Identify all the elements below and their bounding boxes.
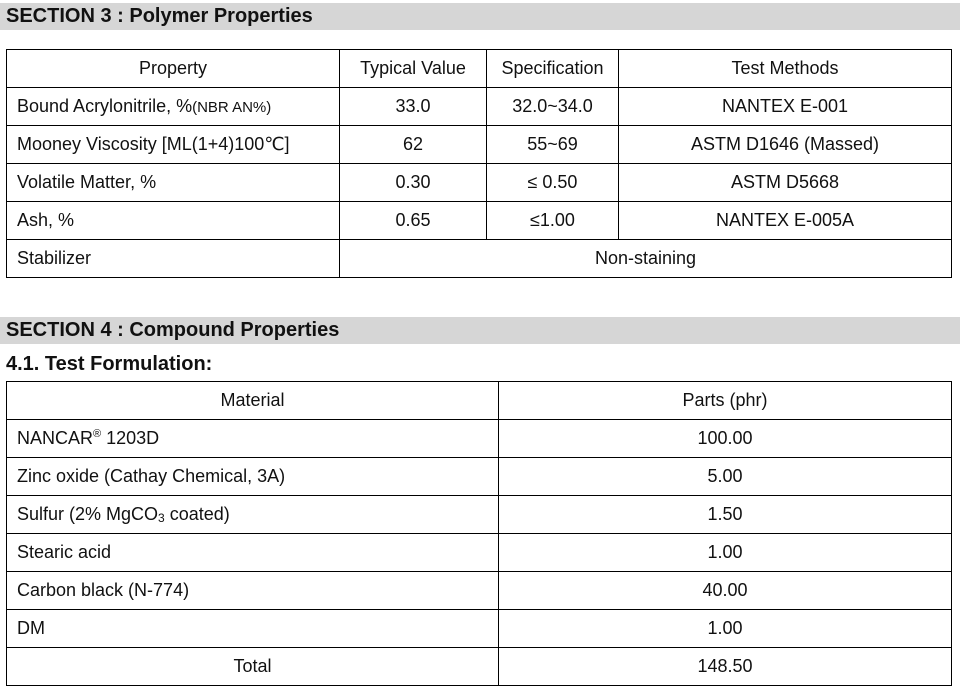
spec-cell: 32.0~34.0 xyxy=(487,88,619,126)
property-cell: Volatile Matter, % xyxy=(7,164,340,202)
spec-cell: ≤ 0.50 xyxy=(487,164,619,202)
material-cell: Zinc oxide (Cathay Chemical, 3A) xyxy=(7,458,499,496)
material-cell: Sulfur (2% MgCO$_3$ coated) xyxy=(7,496,499,534)
header-specification: Specification xyxy=(487,50,619,88)
table-row xyxy=(7,420,952,458)
table-header-row xyxy=(7,382,952,420)
header-material: Material xyxy=(7,382,499,420)
stabilizer-value: Non-staining xyxy=(340,240,952,278)
table-row xyxy=(7,164,952,202)
test-formulation-table xyxy=(6,381,952,686)
method-cell: NANTEX E-005A xyxy=(619,202,952,240)
header-parts: Parts (phr) xyxy=(499,382,952,420)
subscript-3: 3 xyxy=(158,511,165,525)
property-cell: Bound Acrylonitrile, %(NBR AN%) xyxy=(7,88,340,126)
header-property: Property xyxy=(7,50,340,88)
stabilizer-row xyxy=(7,240,952,278)
section3-title: SECTION 3 : Polymer Properties xyxy=(0,3,960,30)
spec-cell: ≤1.00 xyxy=(487,202,619,240)
material-cell: Carbon black (N-774) xyxy=(7,572,499,610)
table-row xyxy=(7,88,952,126)
table-row xyxy=(7,458,952,496)
typical-cell: 33.0 xyxy=(340,88,487,126)
parts-cell: 1.00 xyxy=(499,610,952,648)
test-formulation-heading: 4.1. Test Formulation: xyxy=(6,353,213,375)
table-header-row xyxy=(7,50,952,88)
stabilizer-label: Stabilizer xyxy=(7,240,340,278)
table-row xyxy=(7,126,952,164)
parts-cell: 100.00 xyxy=(499,420,952,458)
material-cell: Stearic acid xyxy=(7,534,499,572)
table-row xyxy=(7,496,952,534)
method-cell: ASTM D5668 xyxy=(619,164,952,202)
material-cell: NANCAR® 1203D xyxy=(7,420,499,458)
table-row xyxy=(7,202,952,240)
registered-mark: ® xyxy=(93,428,102,440)
section4-title: SECTION 4 : Compound Properties xyxy=(0,317,960,344)
polymer-properties-table xyxy=(6,49,952,278)
method-cell: NANTEX E-001 xyxy=(619,88,952,126)
parts-cell: 40.00 xyxy=(499,572,952,610)
property-cell: Ash, % xyxy=(7,202,340,240)
material-cell: DM xyxy=(7,610,499,648)
table-row xyxy=(7,534,952,572)
property-cell: Mooney Viscosity [ML(1+4)100℃] xyxy=(7,126,340,164)
parts-cell: 1.50 xyxy=(499,496,952,534)
method-cell: ASTM D1646 (Massed) xyxy=(619,126,952,164)
typical-cell: 0.30 xyxy=(340,164,487,202)
table-row xyxy=(7,572,952,610)
spec-cell: 55~69 xyxy=(487,126,619,164)
total-row xyxy=(7,648,952,686)
total-label: Total xyxy=(7,648,499,686)
table-row xyxy=(7,610,952,648)
typical-cell: 0.65 xyxy=(340,202,487,240)
typical-cell: 62 xyxy=(340,126,487,164)
property-note: (NBR AN%) xyxy=(192,99,272,116)
parts-cell: 1.00 xyxy=(499,534,952,572)
total-value: 148.50 xyxy=(499,648,952,686)
parts-cell: 5.00 xyxy=(499,458,952,496)
header-typical-value: Typical Value xyxy=(340,50,487,88)
header-test-methods: Test Methods xyxy=(619,50,952,88)
